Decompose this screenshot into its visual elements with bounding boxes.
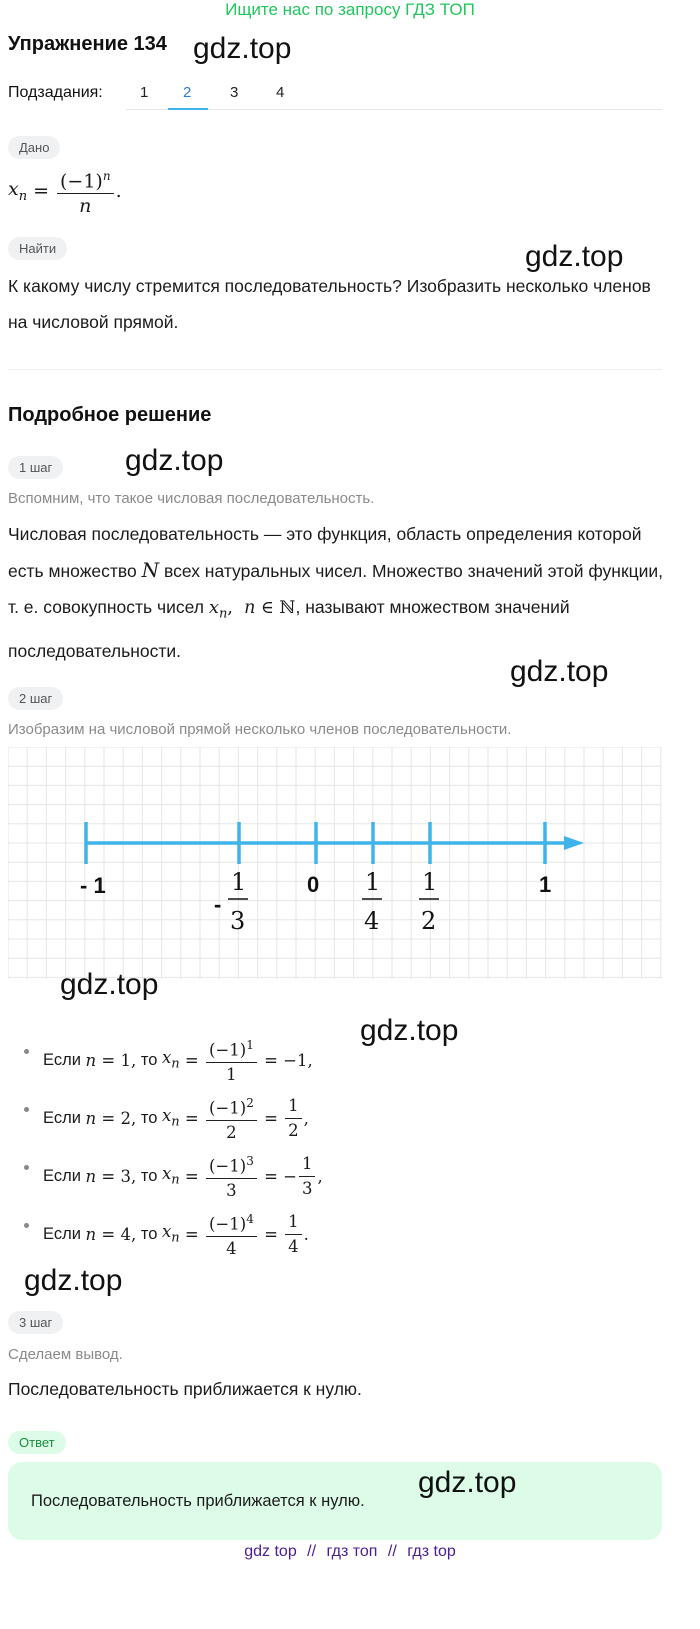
find-badge: Найти (8, 237, 67, 260)
step2-badge: 2 шаг (8, 687, 63, 710)
footer-separator: // (387, 1543, 397, 1560)
bullet-dot (24, 1165, 29, 1170)
footer-link-2[interactable]: гдз топ (326, 1543, 378, 1560)
watermark: gdz.top (125, 444, 224, 477)
watermark: gdz.top (525, 240, 624, 273)
footer-links (0, 1543, 700, 1561)
watermark: gdz.top (193, 32, 292, 65)
watermark: gdz.top (418, 1466, 517, 1499)
page-title: Упражнение 134 (8, 33, 167, 55)
list-item: Если n = 3 , то $x_n$ = $\frac{(-1)^3}{3}$ = − $\frac{1}{3}$ , (24, 1148, 323, 1204)
label-minus-one: - 1 (80, 873, 106, 898)
answer-badge: Ответ (8, 1431, 66, 1454)
solution-heading: Подробное решение (8, 404, 212, 426)
label-half-num: 1 (422, 868, 438, 896)
label-zero: 0 (307, 872, 320, 897)
step1-text-part2: всех натуральных чисел. Множество значений этой функции, т. е. совокупность чисел (8, 561, 664, 617)
grid (8, 747, 662, 979)
step1-paragraph: Числовая последовательность — это функция, область определения которой есть множество N всех натуральных чисел. Множество значений этой функции, т. е. совокупность чисел $x_n$, n ∈ ℕ, называют множеством значений последовательности. (8, 524, 664, 661)
label-quarter-num: 1 (365, 868, 381, 896)
label-quarter-den: 4 (364, 907, 380, 935)
subtasks-label: Подзадания: (8, 84, 103, 101)
axis-arrow (564, 836, 584, 850)
given-formula: $x_n$ = $\frac{(-1)^n}{n}$ . (8, 164, 122, 218)
watermark: gdz.top (24, 1264, 123, 1297)
list-item: Если n = 4 , то $x_n$ = $\frac{(-1)^4}{4}$ = $\frac{1}{4}$ . (24, 1206, 309, 1262)
step3-badge: 3 шаг (8, 1311, 63, 1334)
active-tab-underline (168, 108, 208, 110)
label-half-den: 2 (421, 907, 437, 935)
step1-text-part1: Числовая последовательность — это функция, область определения которой есть множество (8, 524, 642, 581)
label-minus-third-den: 3 (230, 907, 246, 935)
bullet-dot (24, 1049, 29, 1054)
given-badge: Дано (8, 136, 60, 159)
step2-hint: Изобразим на числовой прямой несколько членов последовательности. (8, 721, 512, 738)
list-item: Если n = 2 , то $x_n$ = $\frac{(-1)^2}{2}$ = $\frac{1}{2}$ , (24, 1090, 309, 1146)
answer-text: Последовательность приближается к нулю. (31, 1492, 365, 1510)
subtask-tab-1[interactable]: 1 (140, 84, 149, 101)
step3-text: Последовательность приближается к нулю. (8, 1379, 362, 1399)
list-item: Если n = 1 , то $x_n$ = $\frac{(-1)^1}{1}$ = −1 , (24, 1032, 313, 1088)
footer-link-3[interactable]: гдз top (407, 1543, 456, 1560)
label-minus-third-num: 1 (231, 868, 247, 896)
step1-text-part3: , называют множеством значений последовательности. (8, 597, 570, 661)
number-line-figure (8, 747, 662, 979)
footer-separator: // (307, 1543, 317, 1560)
step3-hint: Сделаем вывод. (8, 1346, 123, 1363)
subtask-tab-2[interactable]: 2 (183, 84, 192, 101)
step1-hint: Вспомним, что такое числовая последовательность. (8, 490, 375, 507)
find-text: К какому числу стремится последовательность? Изобразить несколько членов на числовой прямой. (8, 276, 651, 332)
step1-badge: 1 шаг (8, 456, 63, 479)
bullet-dot (24, 1107, 29, 1112)
subtask-tab-3[interactable]: 3 (230, 84, 239, 101)
subtask-tab-4[interactable]: 4 (276, 84, 285, 101)
section-divider (8, 369, 662, 370)
top-banner[interactable]: Ищите нас по запросу ГДЗ ТОП (225, 0, 475, 19)
label-one: 1 (539, 872, 552, 897)
watermark: gdz.top (60, 968, 159, 1001)
footer-link-1[interactable]: gdz top (244, 1543, 297, 1560)
label-minus-sign: - (214, 892, 222, 917)
bullet-dot (24, 1223, 29, 1228)
watermark: gdz.top (360, 1014, 459, 1047)
watermark: gdz.top (510, 655, 609, 688)
